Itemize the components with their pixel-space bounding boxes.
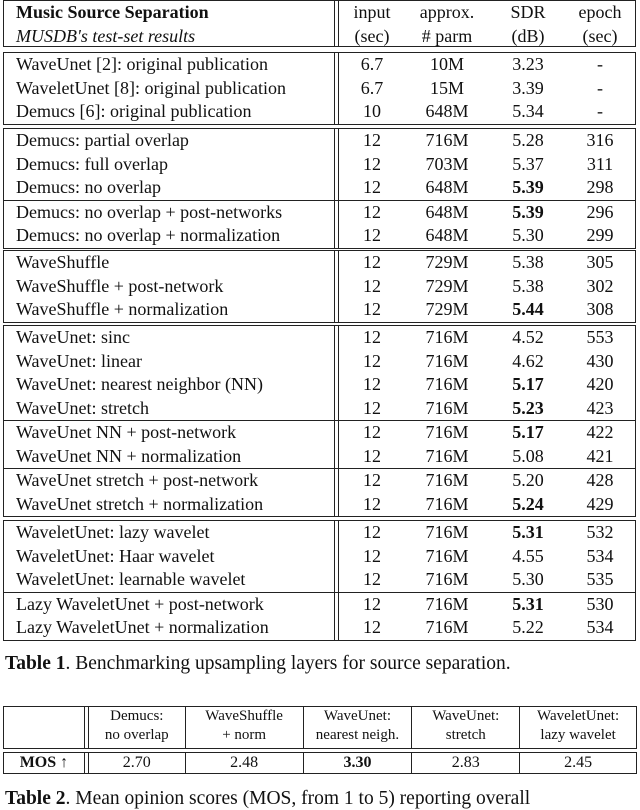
input-sec: 12 [363,374,381,394]
table-row [4,521,635,545]
epoch-sec: 429 [586,493,614,514]
epoch-sec: 530 [586,593,614,614]
method-name: Demucs: partial overlap [16,130,189,150]
table-row [4,224,635,248]
epoch-sec: 430 [586,350,614,371]
method-name: WaveUnet stretch + normalization [16,493,264,514]
param-count: 716M [425,374,469,394]
table-row [4,493,635,517]
epoch-sec: - [597,77,603,98]
sdr-value: 5.37 [512,153,544,174]
table-row [4,445,635,469]
sdr-value: 5.31 [512,593,544,614]
input-sec: 12 [363,225,381,245]
method-name: WaveUnet NN + normalization [16,445,242,466]
param-count: 716M [425,545,469,566]
input-sec: 6.7 [360,77,384,98]
table1-caption [5,653,511,675]
col-header-epoch: epoch [578,2,622,22]
method-name: Demucs: no overlap + normalization [16,225,281,245]
table-row [4,200,635,225]
param-count: 716M [425,470,469,490]
param-count: 729M [425,299,469,319]
param-count: 648M [425,225,469,245]
table-row [4,153,635,177]
param-count: 648M [425,177,469,197]
epoch-sec: 421 [586,445,614,466]
sdr-value: 3.23 [512,54,544,74]
table-row [4,373,635,397]
input-sec: 12 [363,350,381,371]
sdr-value: 5.28 [512,130,544,150]
sdr-value: 4.52 [512,327,544,347]
col-unit-input: (sec) [354,25,390,46]
sdr-value: 5.38 [512,252,544,272]
table-title: Music Source Separation [16,2,209,22]
table-row [4,592,635,617]
epoch-sec: 299 [586,225,614,245]
param-count: 716M [425,522,469,542]
param-count: 10M [429,54,464,74]
col-header-input: input [353,2,391,22]
col-header: WaveletUnet: lazy wavelet [519,707,636,748]
method-name: WaveUnet: linear [16,350,142,371]
epoch-sec: 420 [586,374,614,394]
epoch-sec: 534 [586,545,614,566]
row-label: MOS ↑ [4,753,85,773]
param-count: 648M [425,101,469,121]
table-row [4,77,635,101]
table-row [4,275,635,299]
sdr-value: 5.44 [512,299,544,319]
input-sec: 10 [363,101,381,121]
param-count: 729M [425,275,469,296]
method-name: WaveShuffle + normalization [16,299,229,319]
table-row [4,100,635,124]
method-name: WaveUnet stretch + post-network [16,470,259,490]
param-count: 703M [425,153,469,174]
input-sec: 12 [363,275,381,296]
sdr-value: 5.17 [512,422,544,442]
epoch-sec: 302 [586,275,614,296]
input-sec: 12 [363,617,381,637]
param-count: 716M [425,493,469,514]
empty-cell [4,707,85,748]
epoch-sec: 423 [586,397,614,418]
table-row [4,568,635,592]
caption-text: . Mean opinion scores (MOS, from 1 to 5) reporting overall [65,788,531,809]
table-row [4,251,635,275]
method-name: WaveShuffle [16,252,110,272]
col-unit-epoch: (sec) [582,25,618,46]
sdr-value: 5.23 [512,397,544,418]
table-row [4,129,635,153]
epoch-sec: - [597,54,603,74]
param-count: 729M [425,252,469,272]
table-row [4,468,635,493]
mos-value: 2.83 [411,753,519,773]
method-name: WaveShuffle + post-network [16,275,224,296]
method-name: Lazy WaveletUnet + normalization [16,617,269,637]
param-count: 716M [425,130,469,150]
col-header-sdr: SDR [510,2,546,22]
input-sec: 12 [363,569,381,589]
table-row [4,53,635,77]
method-name: WaveUnet: stretch [16,397,149,418]
table1-group [3,520,636,641]
sdr-value: 5.22 [512,617,544,637]
method-name: WaveUnet [2]: original publication [16,54,268,74]
param-count: 716M [425,569,469,589]
caption-text: . Benchmarking upsampling layers for source separation. [65,653,511,674]
method-name: Demucs: full overlap [16,153,168,174]
epoch-sec: 532 [586,522,614,542]
sdr-value: 4.55 [512,545,544,566]
epoch-sec: 316 [586,130,614,150]
sdr-value: 5.34 [512,101,544,121]
epoch-sec: 422 [586,422,614,442]
param-count: 716M [425,617,469,637]
caption-label: Table 1 [5,653,66,674]
input-sec: 12 [363,153,381,174]
table1-group [3,52,636,125]
input-sec: 12 [363,445,381,466]
param-count: 716M [425,422,469,442]
col-header-parm: approx. [419,2,475,22]
input-sec: 12 [363,397,381,418]
table2-row [3,752,637,774]
epoch-sec: 298 [586,177,614,197]
method-name: Lazy WaveletUnet + post-network [16,593,264,614]
sdr-value: 5.38 [512,275,544,296]
param-count: 648M [425,201,469,222]
method-name: WaveUnet NN + post-network [16,422,237,442]
input-sec: 12 [363,299,381,319]
input-sec: 12 [363,252,381,272]
sdr-value: 4.62 [512,350,544,371]
input-sec: 12 [363,522,381,542]
header-row [4,25,635,49]
input-sec: 12 [363,327,381,347]
table-row [4,397,635,421]
mos-value: 2.45 [519,753,636,773]
input-sec: 12 [363,177,381,197]
mos-value: 2.48 [185,753,303,773]
header-row [4,1,635,25]
table1-group [3,128,636,249]
input-sec: 12 [363,545,381,566]
sdr-value: 5.39 [512,177,544,197]
col-header: WaveUnet: stretch [411,707,519,748]
epoch-sec: 305 [586,252,614,272]
epoch-sec: 534 [586,617,614,637]
table1-group [3,325,636,517]
method-name: WaveletUnet: lazy wavelet [16,522,210,542]
sdr-value: 3.39 [512,77,544,98]
input-sec: 6.7 [360,54,384,74]
input-sec: 12 [363,593,381,614]
table2-header [3,706,637,749]
sdr-value: 5.39 [512,201,544,222]
sdr-value: 5.30 [512,225,544,245]
method-name: Demucs: no overlap + post-networks [16,201,283,222]
col-header: Demucs: no overlap [88,707,185,748]
sdr-value: 5.24 [512,493,544,514]
col-header: WaveShuffle + norm [185,707,303,748]
input-sec: 12 [363,422,381,442]
param-count: 716M [425,593,469,614]
param-count: 716M [425,445,469,466]
table1-group [3,250,636,323]
table-row [4,176,635,200]
table-row [4,420,635,445]
table1-header [3,0,636,47]
epoch-sec: 296 [586,201,614,222]
epoch-sec: 311 [586,153,614,174]
col-unit-sdr: (dB) [511,25,545,46]
method-name: Demucs [6]: original publication [16,101,252,121]
table-row [4,545,635,569]
param-count: 716M [425,397,469,418]
method-name: WaveUnet: nearest neighbor (NN) [16,374,263,394]
param-count: 15M [429,77,464,98]
method-name: Demucs: no overlap [16,177,161,197]
input-sec: 12 [363,470,381,490]
sdr-value: 5.08 [512,445,544,466]
input-sec: 12 [363,201,381,222]
epoch-sec: 428 [586,470,614,490]
table-row [4,616,635,640]
table-subtitle: MUSDB's test-set results [16,25,196,46]
method-name: WaveletUnet: Haar wavelet [16,545,215,566]
method-name: WaveletUnet: learnable wavelet [16,569,246,589]
param-count: 716M [425,327,469,347]
epoch-sec: 535 [586,569,614,589]
table2-caption [5,788,530,810]
table-row [4,350,635,374]
sdr-value: 5.17 [512,374,544,394]
sdr-value: 5.31 [512,522,544,542]
sdr-value: 5.20 [512,470,544,490]
caption-label: Table 2 [5,788,66,809]
method-name: WaveUnet: sinc [16,327,131,347]
sdr-value: 5.30 [512,569,544,589]
mos-value: 3.30 [303,753,412,773]
epoch-sec: - [597,101,603,121]
col-unit-parm: # parm [421,25,473,46]
input-sec: 12 [363,493,381,514]
mos-value: 2.70 [88,753,185,773]
method-name: WaveletUnet [8]: original publication [16,77,286,98]
table-row [4,298,635,322]
epoch-sec: 308 [586,299,614,319]
col-header: WaveUnet: nearest neigh. [303,707,412,748]
param-count: 716M [425,350,469,371]
table-row [4,326,635,350]
epoch-sec: 553 [586,327,614,347]
input-sec: 12 [363,130,381,150]
